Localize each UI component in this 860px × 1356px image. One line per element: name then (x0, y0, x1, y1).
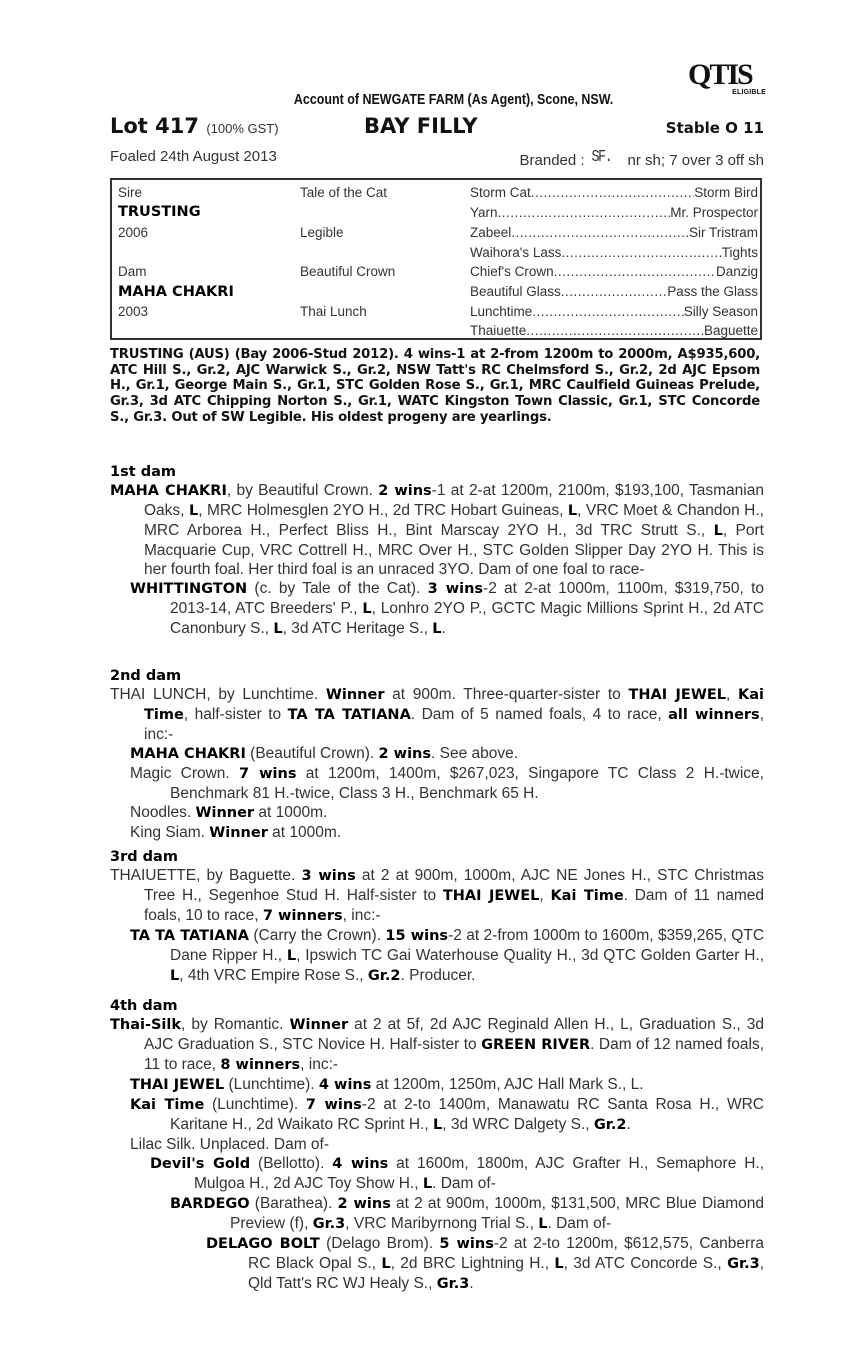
ancestor-right: Baguette (703, 323, 758, 338)
dot-leader (526, 323, 704, 338)
horse-name: Kai Time (550, 888, 624, 904)
listed-marker: L (170, 968, 180, 984)
second-dam-section (110, 667, 764, 843)
dot-leader (554, 264, 716, 279)
text: at 2 at 900m, 1000m, $131,500, MRC Blue Diamond Preview (f), (230, 1195, 764, 1232)
brand-mark-icon: SF. (591, 148, 611, 167)
text: , inc:- (342, 907, 381, 924)
dam-entry (110, 481, 764, 579)
horse-name: Kai Time (130, 1097, 205, 1113)
text: at 900m. Three-quarter-sister to (384, 686, 629, 703)
text: , Port Macquarie Cup, VRC Cottrell H., MRC Over H., STC Golden Slipper Day 2YO H. This is her fourth foal. Her third foal is an unraced 3YO. Dam of one foal to race- (144, 522, 764, 578)
listed-marker: L (381, 1256, 391, 1272)
progeny-entry (110, 803, 764, 823)
ancestor-left: Waihora's Lass (470, 245, 562, 260)
ancestor-row (470, 323, 758, 338)
listed-marker: L (554, 1256, 564, 1272)
dot-leader (511, 225, 689, 240)
text: at 1000m. (254, 804, 328, 821)
wins: Winner (209, 825, 268, 841)
horse-name: BARDEGO (170, 1196, 250, 1212)
ancestor-right: Danzig (715, 264, 758, 279)
sire-sire: Tale of the Cat (300, 185, 388, 200)
horse-name: Kai Time (144, 687, 764, 723)
text: , VRC Moet & Chandon H., MRC Arborea H., Perfect Bliss H., Bint Marscay 2YO H., 3d TRC Strutt S., (144, 502, 764, 539)
dot-leader (532, 304, 683, 319)
brand-detail: nr sh; 7 over 3 off sh (627, 152, 764, 169)
sire-name: TRUSTING (118, 204, 201, 220)
text: . (626, 1116, 631, 1133)
listed-marker: L (362, 601, 372, 617)
text: Noodles. (130, 804, 196, 821)
ancestor-left: Chief's Crown (470, 264, 554, 279)
gst-note: (100% GST) (206, 121, 279, 136)
third-dam-section (110, 848, 764, 986)
listed-marker: L (567, 503, 578, 519)
text: (Bellotto). (250, 1155, 333, 1172)
dot-leader (561, 245, 721, 260)
text: , inc:- (144, 706, 764, 743)
ancestor-row (470, 245, 758, 260)
horse-name: THAI JEWEL (628, 687, 726, 703)
text: , 4th VRC Empire Rose S., (179, 967, 368, 984)
text: THAI LUNCH, by Lunchtime. (110, 686, 326, 703)
ancestor-left: Zabeel (470, 225, 512, 240)
group-marker: Gr.3 (727, 1256, 760, 1272)
text: , Lonhro 2YO P., GCTC Magic Millions Sprint H., 2d ATC Canonbury S., (170, 600, 765, 637)
dot-leader (498, 205, 671, 220)
dot-leader (531, 185, 694, 200)
fourth-dam-section (110, 997, 764, 1294)
text: . Dam of- (547, 1215, 612, 1232)
lot-header (110, 114, 766, 142)
text: , by Romantic. (181, 1016, 290, 1033)
ancestor-row (470, 205, 758, 220)
wins: 4 wins (332, 1156, 389, 1172)
first-dam-section (110, 463, 764, 639)
text: . (441, 620, 446, 637)
wins: 7 wins (239, 766, 297, 782)
qtis-eligible-logo (688, 60, 768, 100)
text: . Dam of 11 named foals, 10 to race, (144, 887, 765, 924)
listed-marker: L (432, 621, 442, 637)
horse-name: MAHA CHAKRI (110, 483, 227, 499)
vendor-account: Account of NEWGATE FARM (As Agent), Scone, NSW. (293, 92, 614, 108)
text: -2 at 2-from 1000m to 1600m, $359,265, QTC Dane Ripper H., (170, 927, 765, 964)
text: , 2d BRC Lightning H., (390, 1255, 555, 1272)
ancestor-left: Beautiful Glass (470, 284, 561, 299)
text: at 1600m, 1800m, AJC Grafter H., Semaphore H., Mulgoa H., 2d AJC Toy Show H., (194, 1155, 764, 1192)
listed-marker: L (433, 1117, 443, 1133)
group-marker: Gr.2 (367, 968, 401, 984)
text: (Lunchtime). (224, 1076, 319, 1093)
horse-name: THAI JEWEL (130, 1077, 225, 1093)
lot-label: Lot 417 (110, 114, 199, 138)
listed-marker: L (422, 1176, 433, 1192)
text: Magic Crown. (130, 765, 240, 782)
wins: Winner (195, 805, 255, 821)
winners-count: all winners (668, 707, 760, 723)
pedigree-table (110, 178, 762, 340)
text: , VRC Maribyrnong Trial S., (345, 1215, 539, 1232)
text: (Barathea). (249, 1195, 338, 1212)
dam-entry (110, 1015, 764, 1075)
winner: Winner (325, 687, 385, 703)
foaled-date: Foaled 24th August 2013 (110, 148, 277, 165)
text: , 3d ATC Heritage S., (282, 620, 433, 637)
progeny-entry (110, 579, 764, 639)
ancestor-left: Lunchtime (470, 304, 533, 319)
text: -2 at 2-at 1000m, 1100m, $319,750, to 2013-14, ATC Breeders' P., (170, 580, 764, 617)
text: , half-sister to (183, 706, 288, 723)
stable-location: Stable O 11 (665, 119, 764, 137)
text: at 2 at 900m, 1000m, AJC NE Jones H., STC Christmas Tree H., Segenhoe Stud H. Half-sister to (144, 867, 764, 904)
text: , 3d WRC Dalgety S., (442, 1116, 594, 1133)
qtis-logo-text: QTIS (688, 58, 752, 91)
progeny-entry (110, 744, 764, 764)
wins: 5 wins (439, 1236, 494, 1252)
ancestor-row (470, 304, 758, 319)
wins: 3 wins (427, 581, 484, 597)
text: , Qld Tatt's RC WJ Healy S., (248, 1255, 764, 1292)
ancestor-left: Storm Cat (470, 185, 531, 200)
dot-leader (561, 284, 667, 299)
listed-marker: L (273, 621, 283, 637)
lot-number (110, 114, 279, 138)
dam-entry (110, 685, 764, 744)
ancestor-right: Pass the Glass (667, 284, 758, 299)
horse-description: BAY FILLY (364, 114, 478, 138)
ancestor-row (470, 225, 758, 240)
wins: 3 wins (301, 868, 356, 884)
text: (Delago Brom). (319, 1235, 440, 1252)
listed-marker: L (188, 503, 199, 519)
listed-marker: L (286, 948, 297, 964)
wins: 2 wins (378, 746, 431, 762)
ancestor-right: Tights (721, 245, 758, 260)
text: -2 at 2-to 1400m, Manawatu RC Santa Rosa H., WRC Karitane H., 2d Waikato RC Sprint H., (170, 1096, 764, 1133)
brand-info (520, 148, 764, 169)
text: . Dam of- (432, 1175, 496, 1192)
text: Lilac Silk. Unplaced. Dam of- (130, 1136, 329, 1153)
ancestor-right: Mr. Prospector (670, 205, 758, 220)
eligible-label: ELIGIBLE (732, 89, 766, 96)
horse-name: TA TA TATIANA (130, 928, 249, 944)
progeny-entry (110, 764, 764, 803)
horse-name: WHITTINGTON (130, 581, 248, 597)
section-heading: 4th dam (110, 998, 178, 1014)
text: . Producer. (400, 967, 476, 984)
horse-name: TA TA TATIANA (287, 707, 411, 723)
great-granddaughter-entry (110, 1194, 764, 1234)
text: (Lunchtime). (204, 1096, 306, 1113)
text: . See above. (431, 745, 519, 762)
winner: Winner (289, 1017, 349, 1033)
text: at 1200m, 1400m, $267,023, Singapore TC Class 2 H.-twice, Benchmark 81 H.-twice, Class 3 H., Benchmark 65 H. (170, 765, 764, 802)
winners-count: 8 winners (220, 1057, 301, 1073)
text: King Siam. (130, 824, 210, 841)
winners-count: 7 winners (262, 908, 343, 924)
text: , Ipswich TC Gai Waterhouse Quality H., 3d QTC Golden Garter H., (296, 947, 764, 964)
text: at 1200m, 1250m, AJC Hall Mark S., L. (371, 1076, 644, 1093)
group-marker: Gr.2 (593, 1117, 627, 1133)
group-marker: Gr.3 (436, 1276, 470, 1292)
dam-name: MAHA CHAKRI (118, 284, 234, 300)
dam-entry (110, 866, 764, 926)
text: . Dam of 5 named foals, 4 to race, (410, 706, 669, 723)
sire-label: Sire (118, 185, 143, 200)
wins: 2 wins (378, 483, 432, 499)
text: -1 at 2-at 1200m, 2100m, $193,100, Tasmanian Oaks, (144, 482, 764, 519)
text: at 1000m. (267, 824, 342, 841)
text: THAIUETTE, by Baguette. (110, 867, 302, 884)
ancestor-left: Yarn (470, 205, 498, 220)
sire-year: 2006 (118, 225, 149, 240)
section-heading: 1st dam (110, 464, 176, 480)
dam-year: 2003 (118, 304, 149, 319)
descendant-entry (110, 1234, 764, 1294)
wins: 7 wins (305, 1097, 362, 1113)
horse-name: DELAGO BOLT (206, 1236, 320, 1252)
sire-dam: Legible (300, 225, 344, 240)
branded-label: Branded : (519, 152, 585, 169)
text: -2 at 2-to 1200m, $612,575, Canberra RC Black Opal S., (248, 1235, 764, 1272)
text: (c. by Tale of the Cat). (247, 580, 428, 597)
text: , inc:- (300, 1056, 339, 1073)
listed-marker: L (538, 1216, 548, 1232)
dam-label: Dam (118, 264, 147, 279)
progeny-entry (110, 1075, 764, 1095)
text: , MRC Holmesglen 2YO H., 2d TRC Hobart Guineas, (198, 502, 568, 519)
ancestor-row (470, 185, 758, 200)
dam-dam: Thai Lunch (300, 304, 367, 319)
horse-name: GREEN RIVER (481, 1037, 591, 1053)
text: . (469, 1275, 474, 1292)
ancestor-right: Sir Tristram (689, 225, 758, 240)
progeny-entry (110, 823, 764, 843)
text: , by Beautiful Crown. (226, 482, 379, 499)
progeny-entry (110, 1135, 764, 1154)
text: . Dam of 12 named foals, 11 to race, (144, 1036, 764, 1073)
text: , 3d ATC Concorde S., (563, 1255, 728, 1272)
horse-name: THAI JEWEL (442, 888, 540, 904)
ancestor-row (470, 284, 758, 299)
section-heading: 2nd dam (110, 668, 182, 684)
ancestor-row (470, 264, 758, 279)
horse-name: MAHA CHAKRI (130, 746, 246, 762)
listed-marker: L (713, 523, 723, 539)
text: (Carry the Crown). (248, 927, 386, 944)
dam-sire: Beautiful Crown (300, 264, 396, 279)
ancestor-right: Silly Season (683, 304, 758, 319)
horse-name: Devil's Gold (150, 1156, 251, 1172)
text: (Beautiful Crown). (245, 745, 379, 762)
sire-summary: TRUSTING (AUS) (Bay 2006-Stud 2012). 4 wins-1 at 2-from 1200m to 2000m, A$935,600, ATC Hill S., Gr.2, AJC Warwick S., Gr.2, NSW Tatt's RC Chelmsford S., Gr.2, 2d AJC Epsom H., Gr.1, George Main S., Gr.1, STC Golden Rose S., Gr.1, MRC Caulfield Guineas Prelude, Gr.3, 3d ATC Chipping Norton S., Gr.1, WATC Kingston Town Classic, Gr.1, STC Concorde S., Gr.3. Out of SW Legible. His oldest progeny are yearlings. (110, 347, 760, 425)
text: at 2 at 5f, 2d AJC Reginald Allen H., L, Graduation S., 3d AJC Graduation S., STC Novice H. Half-sister to (144, 1016, 764, 1053)
wins: 4 wins (318, 1077, 372, 1093)
text: , (725, 686, 738, 703)
text: , (539, 887, 551, 904)
ancestor-right: Storm Bird (694, 185, 758, 200)
group-marker: Gr.3 (312, 1216, 346, 1232)
section-heading: 3rd dam (110, 849, 178, 865)
progeny-entry (110, 926, 764, 986)
granddaughter-entry (110, 1154, 764, 1194)
horse-name: Thai-Silk (110, 1017, 182, 1033)
wins: 2 wins (337, 1196, 391, 1212)
ancestor-left: Thaiuette (470, 323, 527, 338)
wins: 15 wins (385, 928, 449, 944)
progeny-entry (110, 1095, 764, 1135)
